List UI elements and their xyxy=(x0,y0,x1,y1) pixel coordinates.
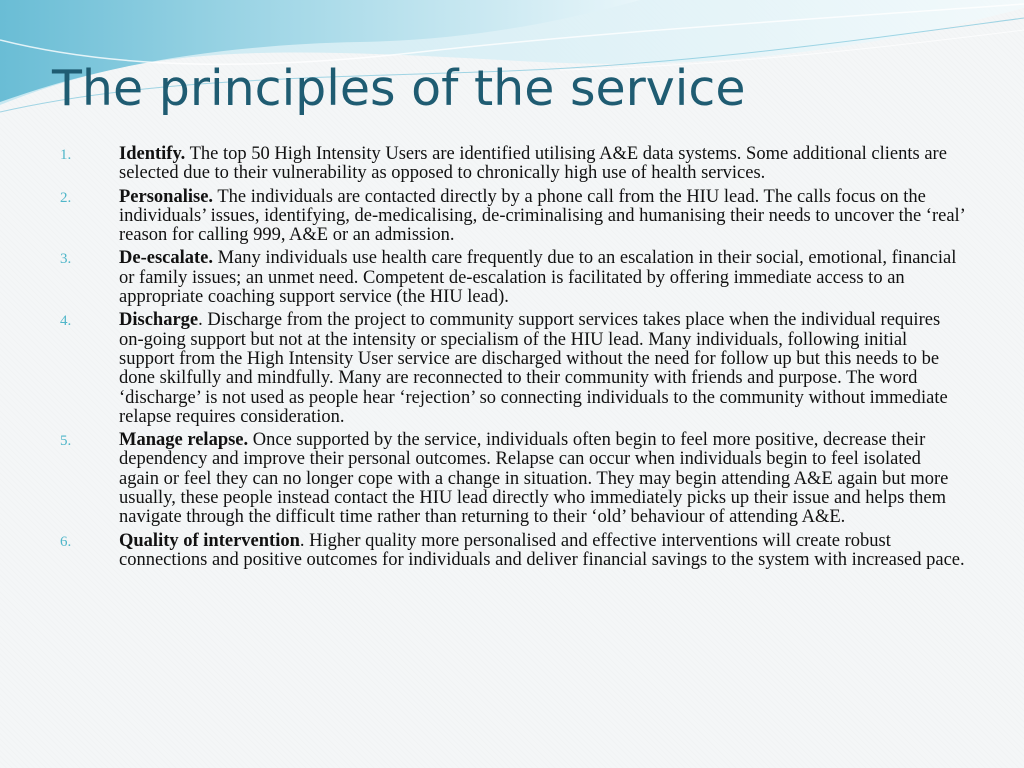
item-text: The top 50 High Intensity Users are identified utilising A&E data systems. Some additional clients are selected due to their vulnerability as opposed to chronically high use of health services. xyxy=(119,144,947,184)
item-heading: Quality of intervention xyxy=(119,530,300,551)
list-item xyxy=(60,145,965,184)
slide-title: The principles of the service xyxy=(52,60,746,117)
item-number: 4. xyxy=(60,313,72,330)
item-text: Once supported by the service, individuals often begin to feel more positive, decrease their dependency and improve their personal outcomes. Relapse can occur when individuals begin to feel isolated again or feel they can no longer cope with a change in situation. They may begin attending A&E again but more usually, these people instead contact the HIU lead directly who immediately picks up their issue and helps them navigate through the difficult time rather than returning to their ‘old’ behaviour of attending A&E. xyxy=(119,430,949,528)
item-heading: Identify. xyxy=(119,144,186,164)
principles-list xyxy=(60,145,965,574)
item-text: . Discharge from the project to community support services takes place when the individual requires on-going support but not at the intensity or specialism of the HIU lead. Many individuals, following initial support from the High Intensity User service are discharged without the need for follow up but this needs to be done skilfully and mindfully. Many are reconnected to their community with friends and purpose. The word ‘discharge’ is not used as people hear ‘rejection’ so connecting individuals to the community without immediate relapse requires consideration. xyxy=(119,310,948,427)
item-number: 6. xyxy=(60,533,72,550)
item-number: 1. xyxy=(60,147,72,163)
item-heading: Personalise. xyxy=(119,186,214,207)
item-text: . Higher quality more personalised and effective interventions will create robust connections and positive outcomes for individuals and deliver financial savings to the system with increased pace. xyxy=(119,530,965,570)
list-item xyxy=(60,431,965,527)
item-number: 5. xyxy=(60,433,72,450)
item-number: 2. xyxy=(60,189,72,206)
item-heading: Discharge xyxy=(119,310,199,331)
list-item xyxy=(60,532,965,571)
list-item xyxy=(60,311,965,427)
list-item xyxy=(60,188,965,246)
item-text: Many individuals use health care frequently due to an escalation in their social, emotional, financial or family issues; an unmet need. Competent de-escalation is facilitated by offering immediate access to an appropriate coaching support service (the HIU lead). xyxy=(119,248,957,308)
item-text: The individuals are contacted directly by a phone call from the HIU lead. The calls focus on the individuals’ issues, identifying, de-medicalising, de-criminalising and humanising their needs to uncover the ‘real’ reason for calling 999, A&E or an admission. xyxy=(119,186,965,246)
item-heading: De-escalate. xyxy=(119,248,213,269)
list-item xyxy=(60,249,965,307)
item-number: 3. xyxy=(60,251,72,268)
item-heading: Manage relapse. xyxy=(119,430,249,451)
